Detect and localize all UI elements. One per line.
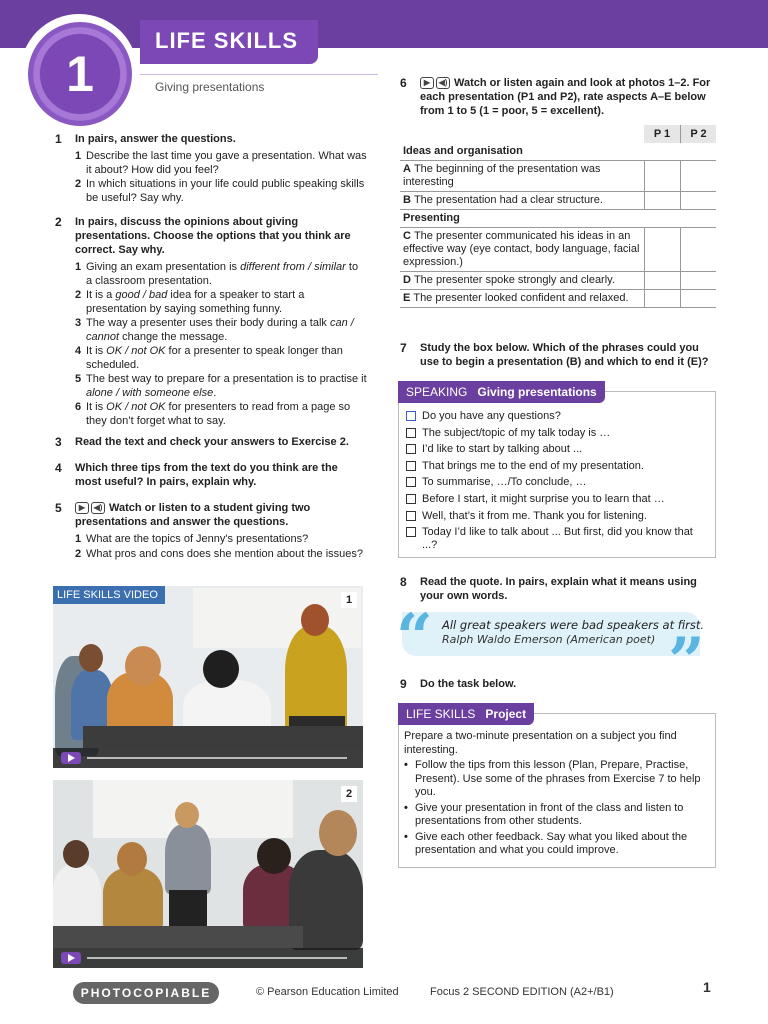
bullet-text: Give your presentation in front of the class and listen to presentations from other students. (415, 801, 684, 827)
media-icons (75, 502, 105, 514)
exercise-5 (55, 501, 367, 562)
student-head (117, 842, 147, 876)
item-text-before: It is (86, 345, 107, 357)
rating-header (400, 125, 716, 143)
rating-cell-p2[interactable] (680, 290, 716, 308)
presenter-legs (169, 890, 207, 930)
phrase-text: Today I’d like to talk about ... But first, did you know that ...? (422, 526, 693, 552)
checkbox[interactable] (406, 444, 416, 454)
section-heading: Ideas and organisation (400, 143, 716, 161)
exercise-number: 5 (55, 501, 62, 515)
phrase-text: Before I start, it might surprise you to learn that … (422, 492, 665, 505)
item-number: 1 (75, 261, 82, 273)
rating-cell-p1[interactable] (644, 272, 680, 290)
item-text (86, 345, 367, 372)
exercise-number: 1 (55, 132, 62, 146)
page-subtitle: Giving presentations (155, 80, 265, 94)
item-text (86, 317, 367, 344)
project-box (398, 707, 716, 868)
aspect-text: The beginning of the presentation was interesting (403, 163, 601, 188)
phrase-text: The subject/topic of my talk today is … (422, 426, 611, 439)
quote-author: Ralph Waldo Emerson (American poet) (442, 633, 656, 646)
list-item (75, 261, 367, 288)
item-text-after: change the message. (119, 330, 228, 343)
video-icon: ▶ (75, 502, 89, 514)
box-tab-label: SPEAKING (406, 385, 468, 399)
list-item (75, 178, 367, 205)
bullet-item (404, 759, 709, 800)
exercise-8 (400, 575, 716, 603)
rating-cell-p1[interactable] (644, 290, 680, 308)
item-options[interactable]: can / cannot (86, 317, 354, 343)
item-text-after: to a classroom presentation. (86, 261, 359, 287)
video-progress[interactable] (87, 957, 347, 959)
checkbox[interactable] (406, 527, 416, 537)
exercise-number: 4 (55, 461, 62, 475)
section-row (400, 210, 716, 228)
exercise-instruction: Watch or listen again and look at photos 1–2. For each presentation (P1 and P2), rate aspects A–E below from 1 to 5 (1 = poor, 5 = excellent). (420, 77, 711, 117)
item-text: What are the topics of Jenny's presentations? (86, 533, 309, 545)
aspect-letter: D (403, 274, 411, 286)
bullet-text: Give each other feedback. Say what you liked about the presentation and what you could improve. (415, 830, 688, 856)
rating-cell-p1[interactable] (644, 192, 680, 210)
section-row (400, 143, 716, 161)
subtitle-divider (140, 74, 378, 75)
photocopiable-badge: PHOTOCOPIABLE (73, 982, 219, 1004)
student-head (63, 840, 89, 868)
item-number: 1 (75, 533, 82, 545)
column-p2: P 2 (680, 125, 716, 143)
list-item (75, 401, 367, 428)
bullet-item (404, 831, 709, 858)
video-label: LIFE SKILLS VIDEO (53, 586, 165, 604)
section-heading: Presenting (400, 210, 716, 228)
item-text-before: The best way to prepare for a presentation is to practise it (86, 373, 367, 385)
phrase-item (406, 476, 706, 489)
list-item (75, 150, 367, 177)
rating-table (400, 143, 716, 308)
item-number: 2 (75, 547, 82, 560)
project-bullets (404, 759, 709, 858)
item-text (86, 373, 367, 400)
play-icon[interactable] (61, 752, 81, 764)
exercise-7 (400, 341, 716, 369)
exercise-number: 9 (400, 677, 407, 691)
phrase-text: That brings me to the end of my presentation. (422, 459, 644, 472)
phrase-text: To summarise, …/To conclude, … (422, 476, 587, 489)
exercise-instruction: Which three tips from the text do you think are the most useful? In pairs, explain why. (75, 462, 338, 488)
aspect-letter: A (403, 163, 411, 175)
media-icons (420, 77, 450, 89)
item-text: Describe the last time you gave a presentation. What was it about? How did you feel? (86, 150, 367, 176)
exercise-instruction-row (75, 501, 367, 529)
rating-cell-p2[interactable] (680, 272, 716, 290)
aspect-cell (400, 161, 644, 192)
item-number: 1 (75, 150, 82, 162)
phrase-item (406, 427, 706, 440)
table-row (400, 228, 716, 272)
page-title: LIFE SKILLS (155, 28, 298, 53)
option-list (75, 261, 367, 428)
unit-number: 1 (66, 46, 94, 102)
bullet-icon: • (404, 801, 408, 814)
bullet-item (404, 802, 709, 829)
exercise-instruction-row (420, 76, 716, 118)
item-text-after: for presenters to read from a page so they don’t forget what to say. (86, 401, 351, 427)
exercise-4 (55, 461, 367, 489)
video-still-2[interactable] (53, 780, 363, 968)
aspect-cell (400, 272, 644, 290)
exercise-number: 2 (55, 215, 62, 229)
item-text-after: for a presenter to speak longer than scheduled. (86, 345, 343, 371)
checkbox[interactable] (406, 477, 416, 487)
exercise-number: 6 (400, 76, 407, 90)
student-figure (103, 868, 163, 930)
phrase-list (406, 410, 706, 556)
aspect-text: The presenter looked confident and relaxed. (413, 292, 629, 304)
exercise-instruction: Study the box below. Which of the phrases could you use to begin a presentation (B) and which to end it (E)? (420, 342, 709, 368)
item-number: 2 (75, 289, 82, 301)
item-text-before: Giving an exam presentation is (86, 261, 241, 273)
checkbox[interactable] (406, 461, 416, 471)
column-p1: P 1 (644, 125, 680, 143)
student-figure (53, 864, 101, 932)
student-head (125, 646, 161, 686)
phrase-text: Well, that’s it from me. Thank you for listening. (422, 509, 647, 522)
student-head (79, 644, 103, 672)
photo-number: 2 (341, 786, 357, 802)
exercise-3 (55, 435, 367, 449)
exercise-instruction: In pairs, discuss the opinions about giving presentations. Choose the options that you think are correct. Say why. (75, 216, 351, 256)
audio-icon: ◀) (436, 77, 450, 89)
item-number: 6 (75, 401, 82, 413)
list-item (75, 373, 367, 400)
phrase-text: I’d like to start by talking about ... (422, 443, 583, 456)
question-list (75, 533, 367, 561)
box-tab-label: LIFE SKILLS (406, 707, 476, 721)
close-quote-icon: ” (668, 624, 705, 699)
phrase-item (406, 526, 706, 552)
play-icon[interactable] (61, 952, 81, 964)
speaking-box-tab (398, 381, 605, 403)
list-item (75, 345, 367, 372)
audio-icon: ◀) (91, 502, 105, 514)
bullet-icon: • (404, 830, 408, 843)
student-head (203, 650, 239, 688)
item-number: 4 (75, 345, 82, 357)
edition: Focus 2 SECOND EDITION (A2+/B1) (430, 986, 614, 998)
rating-cell-p1[interactable] (644, 161, 680, 192)
item-number: 5 (75, 373, 82, 385)
video-still-1[interactable] (53, 586, 363, 768)
photo-number: 1 (341, 592, 357, 608)
exercise-instruction: Do the task below. (420, 678, 517, 690)
checkbox[interactable] (406, 494, 416, 504)
presenter-head (301, 604, 329, 636)
speaking-box (398, 385, 716, 558)
list-item (75, 289, 367, 316)
aspect-cell (400, 290, 644, 308)
exercise-2 (55, 215, 367, 429)
item-text (86, 401, 367, 428)
aspect-letter: E (403, 292, 411, 304)
item-text: In which situations in your life could public speaking skills be useful? Say why. (86, 178, 365, 204)
phrase-item (406, 460, 706, 473)
item-text (86, 289, 367, 316)
item-number: 3 (75, 317, 82, 329)
item-options[interactable]: OK / not OK (106, 401, 166, 413)
phrase-item (406, 510, 706, 523)
page-number: 1 (703, 979, 711, 995)
exercise-6 (400, 76, 716, 118)
rating-cell-p2[interactable] (680, 228, 716, 272)
box-tab-title: Giving presentations (477, 385, 597, 399)
exercise-number: 3 (55, 435, 62, 449)
aspect-cell (400, 192, 644, 210)
item-options[interactable]: good / bad (115, 289, 168, 301)
item-number: 2 (75, 178, 82, 190)
phrase-text: Do you have any questions? (422, 410, 561, 422)
item-text-after: idea for a speaker to start a presentation by saying something funny. (86, 289, 305, 315)
list-item (75, 317, 367, 344)
item-options[interactable]: different from / similar (240, 261, 346, 273)
student-head (319, 810, 357, 856)
exercise-number: 8 (400, 575, 407, 589)
exercise-instruction: Watch or listen to a student giving two presentations and answer the questions. (75, 502, 311, 528)
aspect-text: The presentation had a clear structure. (413, 194, 603, 206)
bullet-icon: • (404, 759, 408, 771)
item-options[interactable]: OK / not OK (106, 345, 166, 357)
quote-text: All great speakers were bad speakers at first. (442, 618, 705, 632)
checkbox[interactable] (406, 511, 416, 521)
rating-cell-p1[interactable] (644, 228, 680, 272)
question-list (75, 150, 367, 205)
rating-table-wrap (400, 125, 716, 308)
project-box-tab (398, 703, 534, 725)
rating-cell-p2[interactable] (680, 192, 716, 210)
exercise-instruction: In pairs, answer the questions. (75, 133, 236, 145)
video-icon: ▶ (420, 77, 434, 89)
aspect-letter: C (403, 230, 411, 242)
item-text (86, 261, 367, 288)
exercise-instruction: Read the quote. In pairs, explain what it means using your own words. (420, 576, 697, 602)
desks (83, 726, 363, 748)
project-intro: Prepare a two-minute presentation on a subject you find interesting. (404, 730, 677, 756)
aspect-letter: B (403, 194, 411, 206)
table-row (400, 192, 716, 210)
table-row (400, 161, 716, 192)
rating-cell-p2[interactable] (680, 161, 716, 192)
list-item (75, 548, 367, 562)
item-text-before: The way a presenter uses their body during a talk (86, 317, 330, 329)
phrase-item (406, 443, 706, 456)
student-head (257, 838, 291, 874)
table-row (400, 290, 716, 308)
open-quote-icon: “ (396, 600, 433, 675)
checkbox[interactable] (406, 428, 416, 438)
table-row (400, 272, 716, 290)
copyright: © Pearson Education Limited (256, 986, 399, 998)
aspect-cell (400, 228, 644, 272)
item-options[interactable]: alone / with someone else (86, 386, 214, 399)
exercise-instruction: Read the text and check your answers to Exercise 2. (75, 436, 349, 448)
phrase-item (406, 493, 706, 506)
desks (53, 926, 303, 948)
item-text-after: . (213, 386, 217, 399)
aspect-text: The presenter spoke strongly and clearly. (413, 274, 615, 286)
phrase-item (406, 410, 706, 423)
project-content (404, 730, 709, 860)
item-text-before: It is (86, 401, 107, 413)
exercise-1 (55, 132, 367, 206)
bullet-text: Follow the tips from this lesson (Plan, Prepare, Practise, Present). Use some of the phrases from Exercise 7 to help you. (415, 759, 701, 798)
exercise-9 (400, 677, 716, 691)
video-progress[interactable] (87, 757, 347, 759)
item-text: What pros and cons does she mention about the issues? (86, 547, 364, 560)
presenter-figure (165, 824, 211, 894)
box-tab-title: Project (485, 707, 527, 721)
aspect-text: The presenter communicated his ideas in an effective way (eye contact, body language, facial expression.) (403, 230, 640, 268)
list-item (75, 533, 367, 547)
exercise-number: 7 (400, 341, 407, 355)
item-text-before: It is a (86, 289, 116, 301)
presenter-head (175, 802, 199, 828)
checkbox[interactable] (406, 411, 416, 421)
